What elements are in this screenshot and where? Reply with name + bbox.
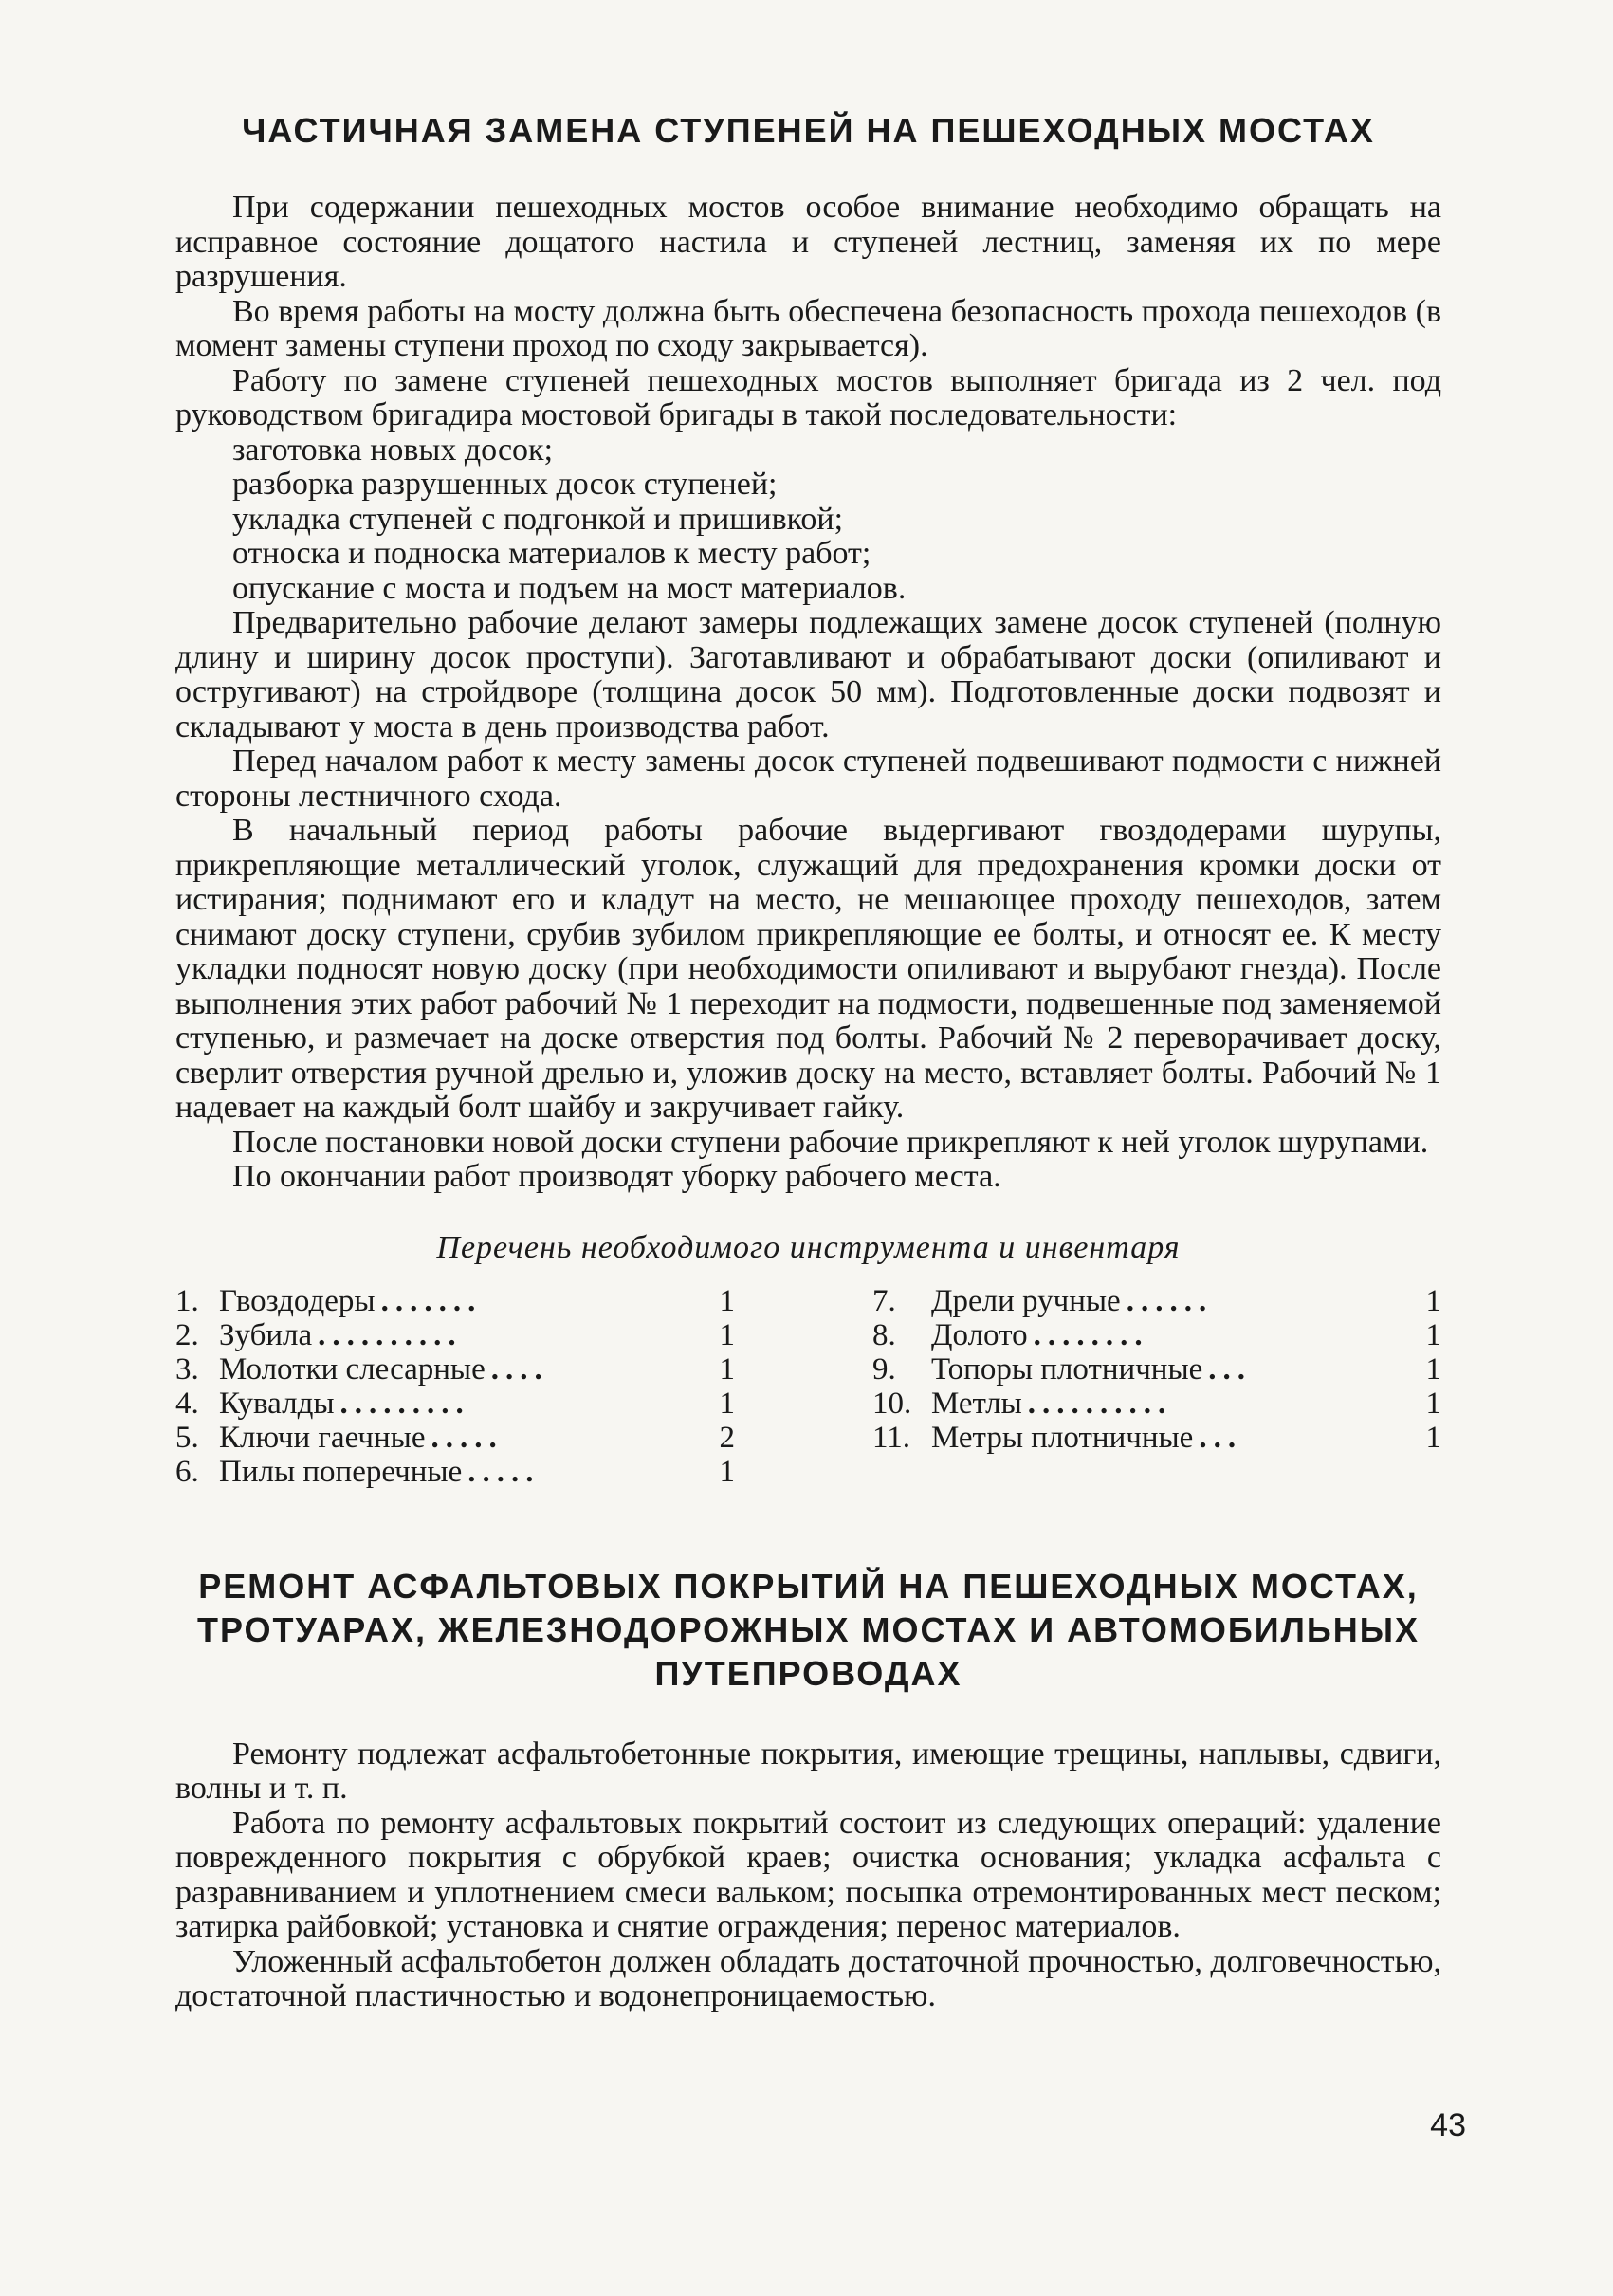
section-title-step-replacement: ЧАСТИЧНАЯ ЗАМЕНА СТУПЕНЕЙ НА ПЕШЕХОДНЫХ МОСТАХ — [242, 111, 1375, 150]
tool-quantity: 1 — [719, 1454, 735, 1489]
title-line: ПУТЕПРОВОДАХ — [654, 1653, 962, 1693]
paragraph: После постановки новой доски ступени рабочие прикрепляют к ней уголок шурупами. — [232, 1124, 1429, 1160]
tool-name: Кувалды — [219, 1386, 335, 1421]
leader-dots: .... — [490, 1351, 549, 1387]
list-item: относка и подноска материалов к месту работ; — [232, 536, 871, 571]
title-line: РЕМОНТ АСФАЛЬТОВЫХ ПОКРЫТИЙ НА ПЕШЕХОДНЫХ МОСТАХ, — [198, 1566, 1419, 1606]
tool-number: 7. — [872, 1283, 896, 1318]
paragraph: Во время работы на мосту должна быть обеспечена безопасность прохода пешеходов (в момент замены ступени проход по сходу закрывается). — [175, 293, 1441, 363]
tool-quantity: 1 — [719, 1317, 735, 1352]
section-title-asphalt-repair — [175, 1565, 1441, 1696]
list-item: разборка разрушенных досок ступеней; — [232, 467, 778, 502]
work-sequence-list — [175, 433, 1441, 607]
tool-quantity: 1 — [1425, 1283, 1441, 1318]
tool-quantity: 1 — [1425, 1420, 1441, 1455]
tool-name: Гвоздодеры — [219, 1283, 376, 1318]
tools-table — [175, 1284, 1441, 1489]
paragraph: Уложенный асфальтобетон должен обладать достаточной прочностью, долговечностью, достаточной пластичностью и водонепроницаемостью. — [175, 1943, 1441, 2013]
paragraph: При содержании пешеходных мостов особое внимание необходимо обращать на исправное состояние дощатого настила и ступеней лестниц, заменяя их по мере разрушения. — [175, 190, 1441, 294]
tool-row — [175, 1455, 735, 1489]
leader-dots: ..... — [467, 1454, 541, 1489]
leader-dots: .......... — [1027, 1386, 1173, 1421]
tool-row — [175, 1352, 735, 1387]
tool-quantity: 1 — [719, 1386, 735, 1421]
list-item: заготовка новых досок; — [232, 432, 554, 468]
tool-name: Пилы поперечные — [219, 1454, 463, 1489]
tools-list-title: Перечень необходимого инструмента и инвентаря — [436, 1229, 1181, 1265]
tool-number: 3. — [175, 1351, 199, 1387]
paragraph: По окончании работ производят уборку рабочего места. — [232, 1159, 1001, 1194]
leader-dots: ....... — [380, 1283, 483, 1318]
title-line: ТРОТУАРАХ, ЖЕЛЕЗНОДОРОЖНЫХ МОСТАХ И АВТОМОБИЛЬНЫХ — [196, 1609, 1421, 1649]
list-item: укладка ступеней с подгонкой и пришивкой; — [232, 501, 844, 537]
tool-number: 2. — [175, 1317, 199, 1352]
tool-quantity: 1 — [719, 1351, 735, 1387]
tool-number: 5. — [175, 1420, 199, 1455]
tool-row — [872, 1421, 1441, 1455]
tool-number: 9. — [872, 1351, 896, 1387]
tool-number: 1. — [175, 1283, 199, 1318]
tool-number: 6. — [175, 1454, 199, 1489]
leader-dots: ... — [1208, 1351, 1253, 1387]
tool-row — [175, 1318, 735, 1352]
paragraph: Перед началом работ к месту замены досок ступеней подвешивают подмости с нижней стороны лестничного схода. — [175, 744, 1441, 814]
leader-dots: ..... — [431, 1420, 504, 1455]
tool-number: 4. — [175, 1386, 199, 1421]
tool-quantity: 1 — [1425, 1386, 1441, 1421]
tool-quantity: 1 — [1425, 1317, 1441, 1352]
leader-dots: ...... — [1126, 1283, 1214, 1318]
tool-name: Топоры плотничные — [931, 1351, 1203, 1387]
list-item: опускание с моста и подъем на мост материалов. — [232, 570, 907, 606]
tool-number: 8. — [872, 1317, 896, 1352]
tool-row — [175, 1387, 735, 1421]
tool-quantity: 2 — [719, 1420, 735, 1455]
tool-quantity: 1 — [1425, 1351, 1441, 1387]
tool-quantity: 1 — [719, 1283, 735, 1318]
document-page — [175, 109, 1441, 2014]
paragraph: В начальный период работы рабочие выдергивают гвоздодерами шурупы, прикрепляющие металлический уголок, служащий для предохранения кромки доски от истирания; поднимают его и кладут на место, не мешающее проходу пешеходов, затем снимают доску ступени, срубив зубилом прикрепляющие ее болты, и относят ее. К месту укладки подносят новую доску (при необходимости опиливают и вырубают гнезда). После выполнения этих работ рабочий № 1 переходит на подмости, подвешенные под заменяемой ступенью, и размечает на доске отверстия под болты. Рабочий № 2 переворачивает доску, сверлит отверстия ручной дрелью и, уложив доску на место, вставляет болты. Рабочий № 1 надевает на каждый болт шайбу и закручивает гайку. — [175, 813, 1441, 1125]
paragraph: Работа по ремонту асфальтовых покрытий состоит из следующих операций: удаление поврежденного покрытия с обрубкой краев; очистка основания; укладка асфальта с разравниванием и уплотнением смеси вальком; посыпка отремонтированных мест песком; затирка райбовкой; установка и снятие ограждения; перенос материалов. — [175, 1805, 1441, 1944]
tools-column-left — [175, 1284, 735, 1489]
leader-dots: ......... — [339, 1386, 470, 1421]
tool-name: Дрели ручные — [931, 1283, 1121, 1318]
tool-name: Долото — [931, 1317, 1028, 1352]
tool-row — [872, 1284, 1441, 1318]
tool-row — [872, 1387, 1441, 1421]
tool-name: Метлы — [931, 1386, 1022, 1421]
tool-number: 11. — [872, 1420, 911, 1455]
leader-dots: ... — [1199, 1420, 1243, 1455]
tool-name: Зубила — [219, 1317, 313, 1352]
tool-row — [175, 1284, 735, 1318]
tool-row — [175, 1421, 735, 1455]
tool-row — [872, 1318, 1441, 1352]
paragraph: Работу по замене ступеней пешеходных мостов выполняет бригада из 2 чел. под руководством бригадира мостовой бригады в такой последовательности: — [175, 362, 1441, 432]
tool-name: Ключи гаечные — [219, 1420, 426, 1455]
tool-name: Метры плотничные — [931, 1420, 1194, 1455]
leader-dots: .......... — [318, 1317, 463, 1352]
page-number: 43 — [1430, 2107, 1466, 2143]
paragraph: Ремонту подлежат асфальтобетонные покрытия, имеющие трещины, наплывы, сдвиги, волны и т. п. — [175, 1736, 1441, 1806]
tool-name: Молотки слесарные — [219, 1351, 486, 1387]
paragraph: Предварительно рабочие делают замеры подлежащих замене досок ступеней (полную длину и ширину досок проступи). Заготавливают и обрабатывают доски (опиливают и остругивают) на стройдворе (толщина досок 50 мм). Подготовленные доски подвозят и складывают у моста в день производства работ. — [175, 605, 1441, 744]
tools-column-right — [872, 1284, 1441, 1489]
leader-dots: ........ — [1033, 1317, 1149, 1352]
tool-row — [872, 1352, 1441, 1387]
tool-number: 10. — [872, 1386, 912, 1421]
